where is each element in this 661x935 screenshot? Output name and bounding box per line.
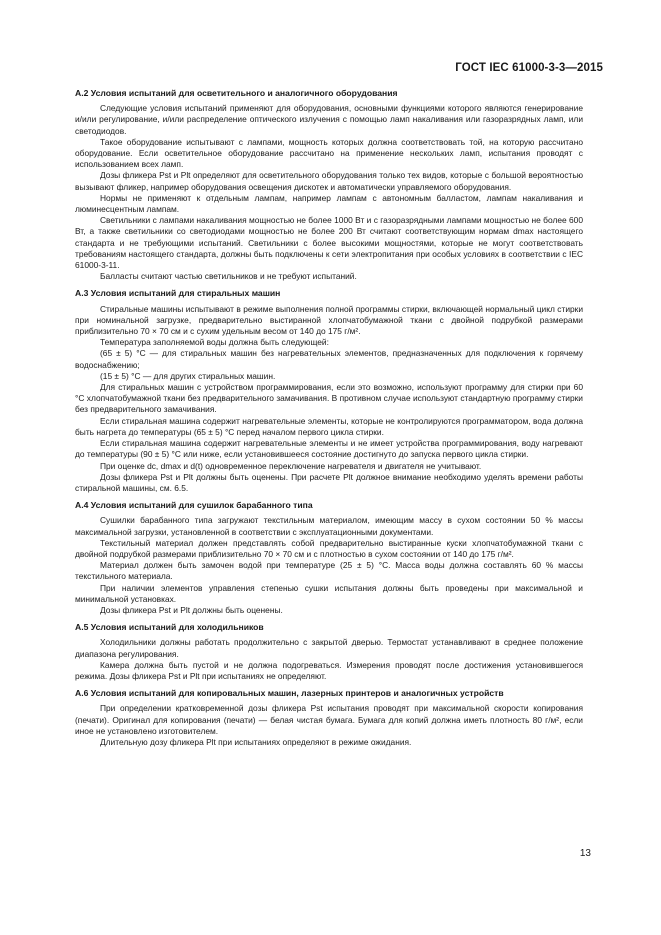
paragraph: Температура заполняемой воды должна быть следующей: <box>100 337 329 348</box>
paragraph: Холодильники должны работать продолжительно с закрытой дверью. Термостат устанавливают в среднее положение диапазона регулирования. <box>75 637 583 659</box>
paragraph: Светильники с лампами накаливания мощностью не более 1000 Вт и с газоразрядными лампами мощностью не более 600 Вт, а также светильники со светодиодами мощностью не более 200 Вт считают соответствующим нормам dmax настоящего стандарта и не требующими испытаний. Светильники с более высокими мощностями, которые не могут соответствовать требованиям настоящего стандарта, должны быть подключены к сети электропитания при особых условиях в соответствии с IEC 61000-3-11. <box>75 215 583 271</box>
section-title: А.6 Условия испытаний для копировальных машин, лазерных принтеров и аналогичных устройств <box>75 688 504 699</box>
paragraph: Стиральные машины испытывают в режиме выполнения полной программы стирки, включающей нормальный цикл стирки при номинальной загрузке, предварительно выстиранной хлопчатобумажной ткани с двойной подрубкой размерами приблизительно 70 × 70 см и с сухим удельным весом от 140 до 175 г/м². <box>75 303 583 337</box>
page-number: 13 <box>579 848 591 859</box>
paragraph: Камера должна быть пустой и не должна подогреваться. Измерения проводят после достижения установившегося режима. Дозы фликера Pst и Plt при испытаниях не определяют. <box>75 659 583 681</box>
paragraph: Текстильный материал должен представлять собой предварительно выстиранные куски хлопчатобумажной ткани с двойной подрубкой размерами приблизительно 70 × 70 см и с плотностью в сухом состоянии от 140 до 175 г/м². <box>75 537 583 559</box>
paragraph: (65 ± 5) °С — для стиральных машин без нагревательных элементов, предназначенных для подключения к горячему водоснабжению; <box>75 348 583 370</box>
paragraph: Если стиральная машина содержит нагревательные элементы, которые не контролируются программатором, вода должна быть нагрета до температуры (65 ± 5) °С перед началом первого цикла стирки. <box>75 415 583 437</box>
paragraph: Сушилки барабанного типа загружают текстильным материалом, имеющим массу в сухом состоянии 50 % массы максимальной загрузки, установленной в соответствии с эксплуатационными документами. <box>75 515 583 537</box>
paragraph: Длительную дозу фликера Plt при испытаниях определяют в режиме ожидания. <box>100 736 412 747</box>
paragraph: Дозы фликера Pst и Plt должны быть оценены. <box>100 604 283 615</box>
paragraph: Если стиральная машина содержит нагревательные элементы и не имеет устройства программирования, воду нагревают до температуры (90 ± 5) °С или ниже, если установившееся состояние достигнуто до запуска первого цикла стирки. <box>75 438 583 460</box>
paragraph: При наличии элементов управления степенью сушки испытания должны быть проведены при максимальной и минимальной установках. <box>75 582 583 604</box>
section-title: А.5 Условия испытаний для холодильников <box>75 622 264 633</box>
paragraph: Нормы не применяют к отдельным лампам, например лампам с автономным балластом, лампам накаливания и люминесцентным лампам. <box>75 192 583 215</box>
paragraph: При оценке dc, dmax и d(t) одновременное переключение нагревателя и двигателя не учитывают. <box>100 460 482 471</box>
document-body <box>75 88 583 751</box>
section-a2 <box>75 88 583 282</box>
paragraph: При определении кратковременной дозы фликера Pst испытания проводят при максимальной скорости копирования (печати). Оригинал для копирования (печати) — белая чистая бумага. Бумага для копий должна иметь плотность 80 г/м², если иное не установлено изготовителем. <box>75 703 583 736</box>
section-a5 <box>75 622 583 682</box>
section-a3 <box>75 288 583 494</box>
paragraph: Материал должен быть замочен водой при температуре (25 ± 5) °С. Масса воды должна составлять 60 % массы текстильного материала. <box>75 560 583 582</box>
paragraph: Дозы фликера Pst и Plt должны быть оценены. При расчете Plt должное внимание необходимо уделять времени работы стиральной машины, см. 6.5. <box>75 471 583 493</box>
paragraph: Дозы фликера Pst и Plt определяют для осветительного оборудования только тех видов, которые с большой вероятностью вызывают фликер, например оборудования освещения дискотек и автоматически управляемого оборудования. <box>75 170 583 192</box>
section-title: А.3 Условия испытаний для стиральных машин <box>75 288 281 299</box>
section-title: А.4 Условия испытаний для сушилок барабанного типа <box>75 500 313 511</box>
section-a6 <box>75 688 583 748</box>
paragraph: Для стиральных машин с устройством программирования, если это возможно, используют программу для стирки при 60 °С хлопчатобумажной ткани без предварительного замачивания. В противном случае используют стандартную программу стирки без предварительного замачивания. <box>75 382 583 415</box>
paragraph: Балласты считают частью светильников и не требуют испытаний. <box>100 271 357 282</box>
section-title: А.2 Условия испытаний для осветительного и аналогичного оборудования <box>75 88 398 98</box>
document-header: ГОСТ IEC 61000-3-3—2015 <box>455 62 603 74</box>
paragraph: Следующие условия испытаний применяют для оборудования, основными функциями которого являются генерирование и/или регулирование, и/или распределение оптического излучения с помощью ламп накаливания или газоразрядных ламп, или светодиодов. <box>75 103 583 136</box>
section-a4 <box>75 500 583 616</box>
paragraph: Такое оборудование испытывают с лампами, мощность которых должна соответствовать той, на которую рассчитано оборудование. Если осветительное оборудование рассчитано на применение нескольких ламп, испытания проводят с использованием всех ламп. <box>75 136 583 170</box>
paragraph: (15 ± 5) °С — для других стиральных машин. <box>100 370 276 381</box>
